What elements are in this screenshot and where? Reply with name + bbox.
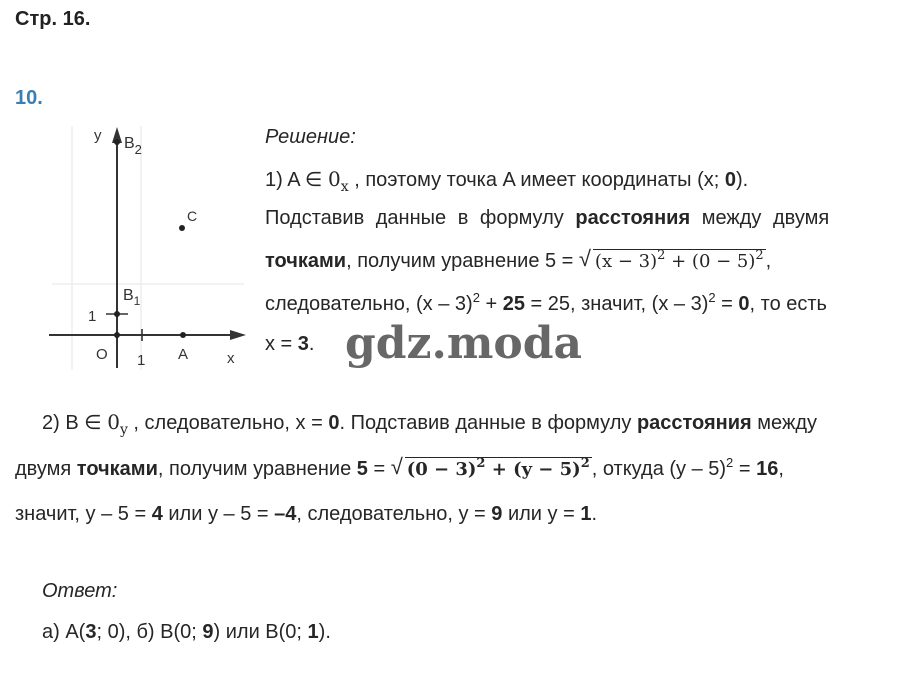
- point-b1: [114, 311, 120, 317]
- solution-line-6: 2) B ∈ $0_y$ , следовательно, x = 0. Подставив данные в формулу расстояния между: [42, 410, 817, 438]
- solution-heading: Решение:: [265, 126, 356, 148]
- y-tick-label: 1: [88, 308, 97, 325]
- coordinate-figure: [44, 118, 254, 378]
- solution-line-7: двумя точками, получим уравнение 5 = √ $(0 - 3)^2 + (y - 5)^2$ , откуда (y – 5)$^2$ = 16,: [15, 454, 784, 480]
- y-axis-label: y: [94, 127, 102, 144]
- point-origin: [114, 332, 120, 338]
- point-b2-label: $B_2$: [124, 135, 142, 157]
- point-c: [179, 225, 185, 231]
- solution-line-1: 1) A ∈ $0_x$ , поэтому точка A имеет координаты (x; 0).: [265, 167, 749, 195]
- x-axis-label: x: [227, 350, 235, 367]
- point-a: [180, 332, 186, 338]
- x-tick-label: 1: [137, 352, 146, 369]
- point-a-label: A: [178, 346, 189, 363]
- sqrt-expression-1: √ $(x - 3)^2 + (0 - 5)^2$: [578, 246, 764, 272]
- watermark-logo: gdz.moda: [345, 318, 583, 369]
- grid-lines: [52, 126, 244, 370]
- solution-line-4: следовательно, (x – 3)$^2$ + 25 = 25, значит, (x – 3)$^2$ = 0, то есть: [265, 290, 827, 315]
- page-title: Стр. 16.: [15, 8, 91, 30]
- answer-line: а) A(3; 0), б) B(0; 9) или B(0; 1).: [42, 621, 331, 643]
- solution-line-5: x = 3.: [265, 333, 315, 355]
- answer-heading: Ответ:: [42, 580, 118, 602]
- sqrt-expression-2: √ $(0 - 3)^2 + (y - 5)^2$: [390, 454, 590, 480]
- solution-line-3: точками, получим уравнение 5 = √ $(x - 3)^2 + (0 - 5)^2$ ,: [265, 246, 772, 272]
- solution-line-2: Подставив данные в формулу расстояния между двумя: [265, 207, 830, 229]
- point-b2: [114, 139, 120, 145]
- solution-line-8: значит, y – 5 = 4 или y – 5 = –4, следовательно, y = 9 или y = 1.: [15, 503, 597, 525]
- x-axis-arrow: [230, 330, 246, 340]
- task-number: 10.: [15, 87, 43, 109]
- point-b1-label: $B_1$: [123, 287, 141, 308]
- origin-label: O: [96, 346, 108, 363]
- point-c-label: C: [187, 208, 198, 224]
